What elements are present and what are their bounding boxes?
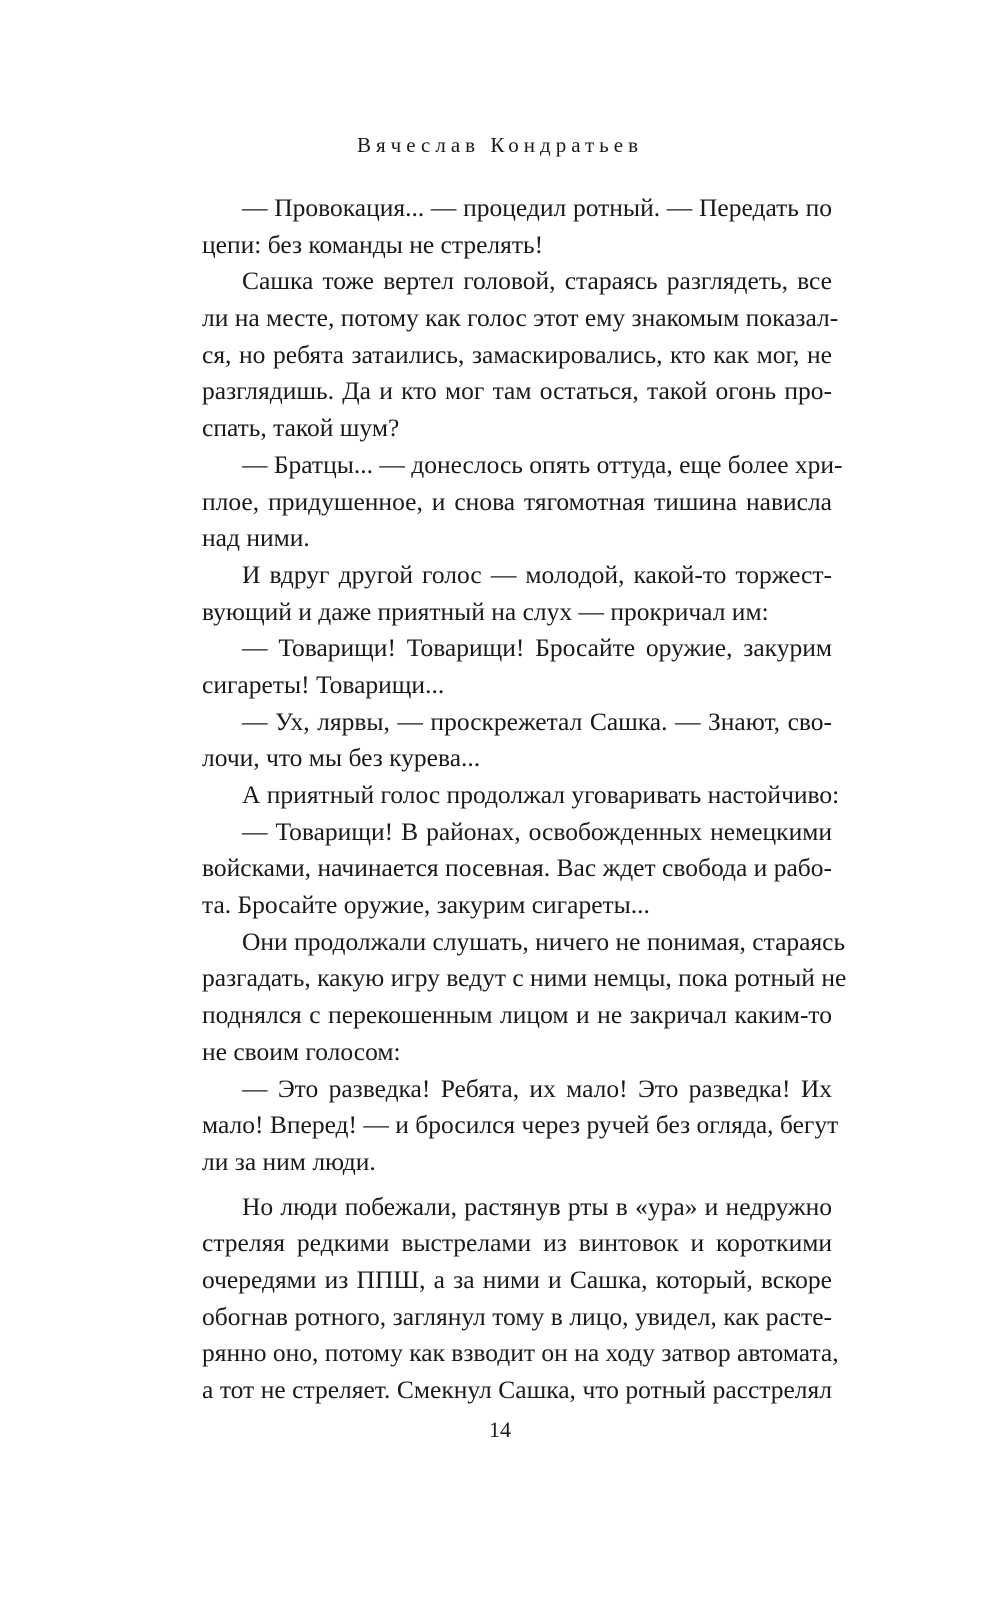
text-line: мало! Вперед! — и бросился через ручей без огляда, бегут (202, 1110, 839, 1140)
text-line: рянно оно, потому как взводит он на ходу затвор автомата, (202, 1338, 839, 1368)
text-line: очередями из ППШ, а за ними и Сашка, который, вскоре (202, 1264, 832, 1294)
text-line: ли на месте, потому как голос этот ему знакомым показал- (202, 303, 839, 333)
text-line: разглядишь. Да и кто мог там остаться, такой огонь про- (202, 376, 832, 406)
text-line: — Товарищи! В районах, освобожденных немецкими (242, 816, 832, 846)
paragraph-gap (202, 1181, 832, 1189)
text-line: плое, придушенное, и снова тягомотная тишина нависла (202, 486, 832, 516)
text-line: стреляя редкими выстрелами из винтовок и короткими (202, 1228, 832, 1258)
text-line: ся, но ребята затаились, замаскировались, кто как мог, не (202, 339, 832, 369)
text-line: Сашка тоже вертел головой, стараясь разглядеть, все (242, 266, 832, 296)
text-line: — Товарищи! Товарищи! Бросайте оружие, закурим (242, 633, 832, 663)
text-line: — Провокация... — процедил ротный. — Передать по (242, 193, 832, 222)
text-line: ли за ним люди. (202, 1146, 376, 1176)
page-number: 14 (489, 1417, 511, 1442)
text-line: та. Бросайте оружие, закурим сигареты... (202, 890, 650, 920)
text-line: спать, такой шум? (202, 413, 400, 443)
text-line: лочи, что мы без курева... (202, 743, 481, 773)
text-line: — Это разведка! Ребята, их мало! Это разведка! Их (242, 1073, 832, 1103)
text-line: Но люди побежали, растянув рты в «ура» и недружно (242, 1191, 832, 1221)
text-line: разгадать, какую игру ведут с ними немцы, пока ротный не (202, 963, 847, 993)
text-line: обогнав ротного, заглянул тому в лицо, увидел, как расте- (202, 1301, 832, 1331)
text-line: а тот не стреляет. Смекнул Сашка, что ротный расстрелял (202, 1375, 832, 1404)
text-line: сигареты! Товарищи... (202, 669, 445, 699)
text-line: — Братцы... — донеслось опять оттуда, еще более хри- (242, 449, 843, 479)
running-head-author: Вячеслав Кондратьев (356, 133, 643, 157)
text-line: — Ух, лярвы, — проскрежетал Сашка. — Знают, сво- (242, 706, 832, 736)
text-line: поднялся с перекошенным лицом и не закричал каким-то (202, 1000, 832, 1030)
text-line: Они продолжали слушать, ничего не понимая, стараясь (242, 926, 846, 956)
text-line: над ними. (202, 523, 310, 553)
page-text (202, 190, 847, 1409)
text-line: И вдруг другой голос — молодой, какой-то торжест- (242, 559, 832, 589)
text-line: не своим голосом: (202, 1036, 401, 1066)
text-line: цепи: без команды не стрелять! (202, 229, 544, 259)
text-line: войсками, начинается посевная. Вас ждет свобода и рабо- (202, 853, 832, 883)
text-line: вующий и даже приятный на слух — прокричал им: (202, 596, 769, 626)
text-line: А приятный голос продолжал уговаривать настойчиво: (242, 780, 840, 809)
